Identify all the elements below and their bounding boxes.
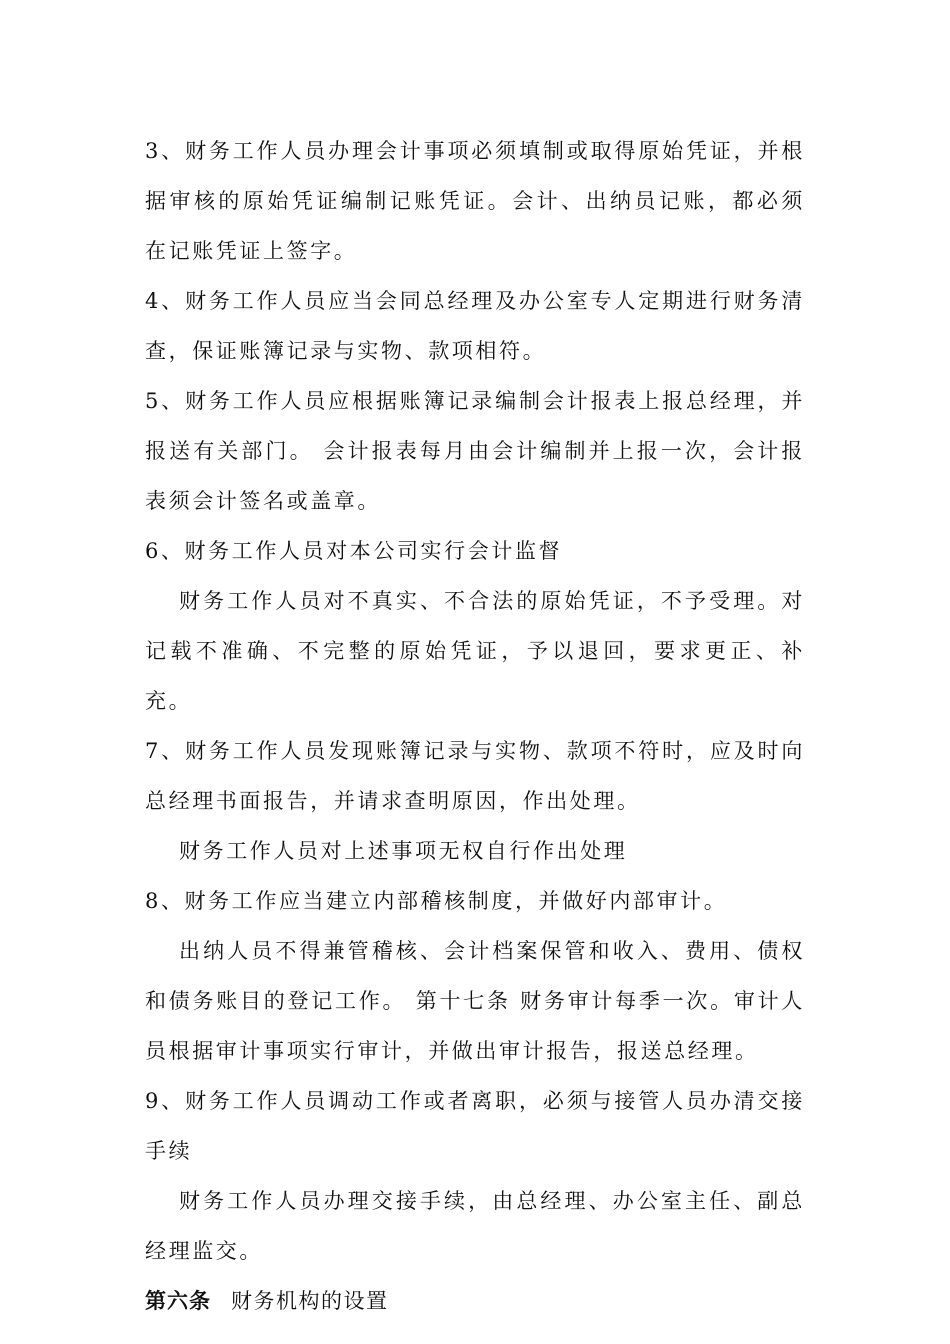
paragraph-item-8-detail: 出纳人员不得兼管稽核、会计档案保管和收入、费用、债权和债务账目的登记工作。 第十七条 财务审计每季一次。审计人员根据审计事项实行审计，并做出审计报告，报送总经理。	[145, 939, 805, 1063]
paragraph-item-9-detail: 财务工作人员办理交接手续，由总经理、办公室主任、副总经理监交。	[145, 1189, 805, 1263]
paragraph-item-4: 4、财务工作人员应当会同总经理及办公室专人定期进行财务清查，保证账簿记录与实物、款项相符。	[145, 289, 805, 363]
paragraph-item-8: 8、财务工作应当建立内部稽核制度，并做好内部审计。	[145, 889, 728, 913]
paragraph-item-7-detail: 财务工作人员对上述事项无权自行作出处理	[179, 839, 628, 863]
section-heading-title: 财务机构的设置	[231, 1289, 389, 1313]
section-heading	[145, 1276, 805, 1326]
paragraph-item-9: 9、财务工作人员调动工作或者离职，必须与接管人员办清交接手续	[145, 1089, 805, 1163]
section-heading-label: 第六条	[145, 1289, 211, 1313]
document-body	[145, 126, 805, 1326]
paragraph-item-6-detail: 财务工作人员对不真实、不合法的原始凭证，不予受理。对记载不准确、不完整的原始凭证，予以退回，要求更正、补充。	[145, 589, 805, 713]
paragraph-item-6: 6、财务工作人员对本公司实行会计监督	[145, 539, 563, 563]
paragraph-item-3: 3、财务工作人员办理会计事项必须填制或取得原始凭证，并根据审核的原始凭证编制记账凭证。会计、出纳员记账，都必须在记账凭证上签字。	[145, 139, 805, 263]
paragraph-item-7: 7、财务工作人员发现账簿记录与实物、款项不符时，应及时向总经理书面报告，并请求查明原因，作出处理。	[145, 739, 805, 813]
paragraph-item-5: 5、财务工作人员应根据账簿记录编制会计报表上报总经理，并报送有关部门。 会计报表每月由会计编制并上报一次，会计报表须会计签名或盖章。	[145, 389, 805, 513]
